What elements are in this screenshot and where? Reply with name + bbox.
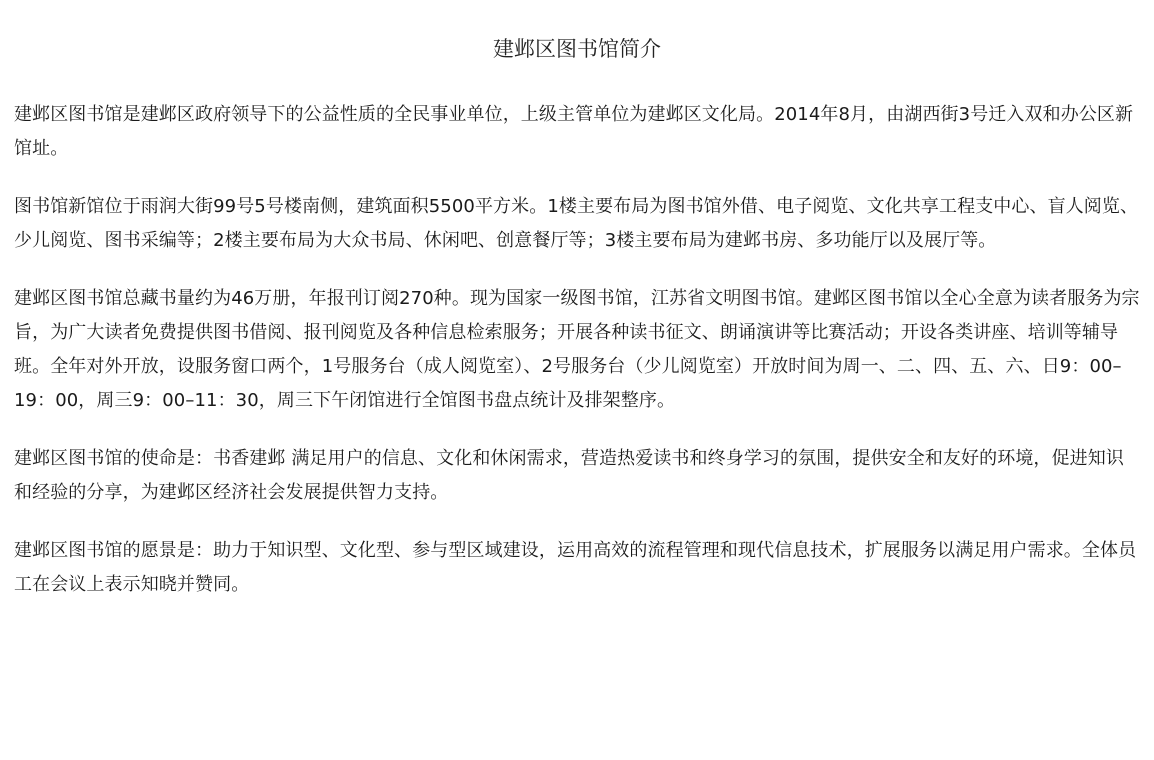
paragraph-mission: 建邺区图书馆的使命是：书香建邺 满足用户的信息、文化和休闲需求，营造热爱读书和终身学习的氛围，提供安全和友好的环境，促进知识和经验的分享，为建邺区经济社会发展提供智力支持。 <box>14 448 1124 503</box>
paragraph-overview: 建邺区图书馆是建邺区政府领导下的公益性质的全民事业单位，上级主管单位为建邺区文化局。2014年8月，由湖西街3号迁入双和办公区新馆址。 <box>14 104 1134 159</box>
paragraph-collection-hours: 建邺区图书馆总藏书量约为46万册，年报刊订阅270种。现为国家一级图书馆，江苏省文明图书馆。建邺区图书馆以全心全意为读者服务为宗旨，为广大读者免费提供图书借阅、报刊阅览及各种信息检索服务；开展各种读书征文、朗诵演讲等比赛活动；开设各类讲座、培训等辅导班。全年对外开放，设服务窗口两个，1号服务台（成人阅览室）、2号服务台（少儿阅览室）开放时间为周一、二、四、五、六、日9：00–19：00，周三9：00–11：30，周三下午闭馆进行全馆图书盘点统计及排架整序。 <box>14 288 1140 411</box>
page-title: 建邺区图书馆简介 <box>493 37 661 61</box>
paragraph-vision: 建邺区图书馆的愿景是：助力于知识型、文化型、参与型区域建设，运用高效的流程管理和现代信息技术，扩展服务以满足用户需求。全体员工在会议上表示知晓并赞同。 <box>14 540 1137 595</box>
paragraph-location: 图书馆新馆位于雨润大街99号5号楼南侧，建筑面积5500平方米。1楼主要布局为图书馆外借、电子阅览、文化共享工程支中心、盲人阅览、少儿阅览、图书采编等；2楼主要布局为大众书局、休闲吧、创意餐厅等；3楼主要布局为建邺书房、多功能厅以及展厅等。 <box>14 196 1139 251</box>
